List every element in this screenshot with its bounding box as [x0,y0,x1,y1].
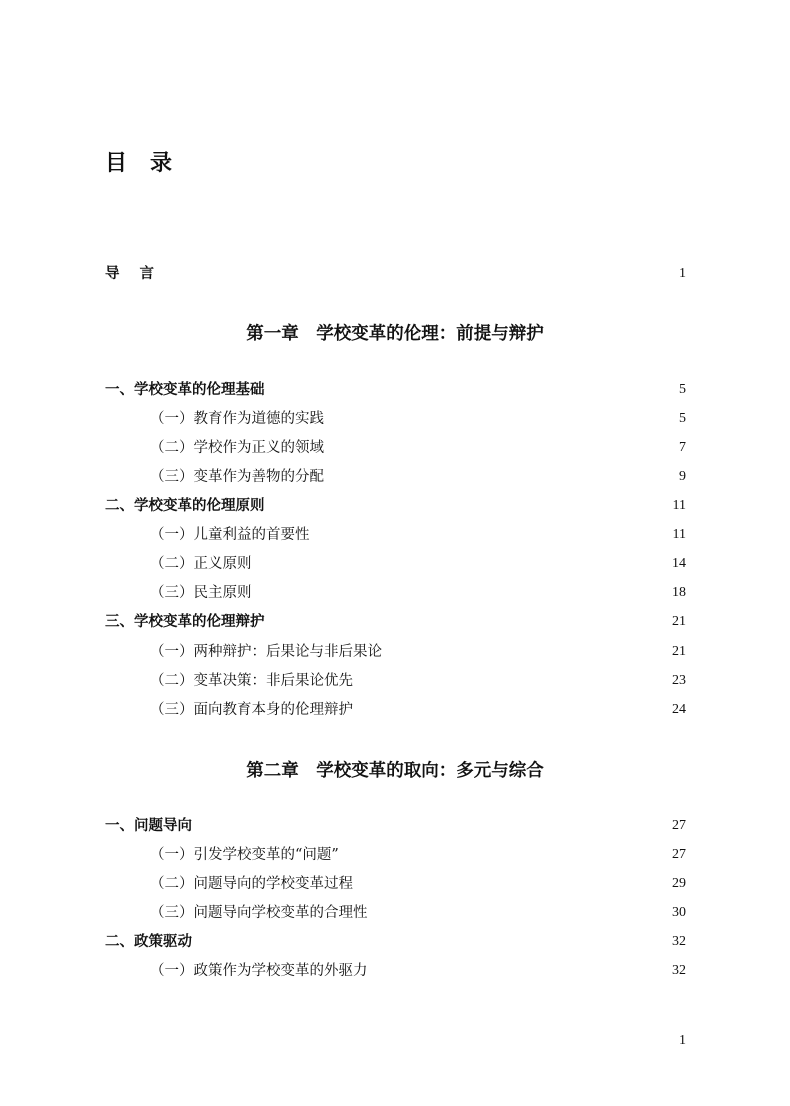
toc-entry-label: （三）问题导向学校变革的合理性 [150,905,368,921]
toc-subsection-entry[interactable] [105,466,686,488]
toc-subsection-entry[interactable] [105,641,686,663]
toc-subsection-entry[interactable] [105,873,686,895]
toc-subsection-entry[interactable] [105,408,686,430]
chapter-heading-1[interactable]: 第一章 学校变革的伦理：前提与辩护 [246,324,544,344]
toc-entry-page: 21 [672,644,686,659]
toc-entry-page: 5 [679,382,686,397]
toc-subsection-entry[interactable] [105,437,686,459]
toc-section-entry[interactable] [105,611,686,633]
toc-entry-page: 32 [672,934,686,949]
toc-section-entry[interactable] [105,379,686,401]
toc-entry-page: 1 [679,266,686,281]
toc-entry-label: （一）引发学校变革的“问题” [150,847,339,863]
toc-entry-label: 一、问题导向 [105,818,192,834]
toc-entry-page: 7 [679,440,686,455]
toc-entry-page: 11 [672,527,686,542]
toc-subsection-entry[interactable] [105,844,686,866]
toc-entry-page: 18 [672,585,686,600]
toc-entry-label: （一）教育作为道德的实践 [150,411,324,427]
toc-entry-page: 11 [672,498,686,513]
toc-entry-label: （二）学校作为正义的领域 [150,440,324,456]
toc-section-entry[interactable] [105,815,686,837]
toc-entry-label: 二、学校变革的伦理原则 [105,498,265,514]
toc-entry-label: 三、学校变革的伦理辩护 [105,614,265,630]
toc-entry-label: （一）两种辩护：后果论与非后果论 [150,644,382,660]
toc-entry-page: 5 [679,411,686,426]
toc-entry-label: （二）正义原则 [150,556,252,572]
toc-entry-label: （三）面向教育本身的伦理辩护 [150,702,353,718]
toc-entry-page: 24 [672,702,686,717]
toc-entry-page: 32 [672,963,686,978]
toc-entry-page: 14 [672,556,686,571]
chapter-heading-2[interactable]: 第二章 学校变革的取向：多元与综合 [246,761,544,781]
toc-section-entry[interactable] [105,931,686,953]
toc-entry-label: （三）变革作为善物的分配 [150,469,324,485]
page-title-left: 目 [105,151,129,176]
page-title-right: 录 [150,151,174,176]
toc-subsection-entry[interactable] [105,582,686,604]
toc-entry-label: 一、学校变革的伦理基础 [105,382,265,398]
toc-subsection-entry[interactable] [105,902,686,924]
toc-entry-label: 二、政策驱动 [105,934,192,950]
toc-subsection-entry[interactable] [105,960,686,982]
toc-subsection-entry[interactable] [105,524,686,546]
toc-entry-page: 27 [672,818,686,833]
toc-entry-page: 27 [672,847,686,862]
toc-entry-page: 9 [679,469,686,484]
toc-subsection-entry[interactable] [105,670,686,692]
footer-page-number: 1 [679,1033,686,1048]
toc-entry-label: （三）民主原则 [150,585,252,601]
toc-subsection-entry[interactable] [105,553,686,575]
toc-entry-page: 23 [672,673,686,688]
toc-entry-label: （一）政策作为学校变革的外驱力 [150,963,368,979]
toc-entry-label: （一）儿童利益的首要性 [150,527,310,543]
toc-entry-page: 30 [672,905,686,920]
toc-entry-page: 21 [672,614,686,629]
toc-entry-label: （二）变革决策：非后果论优先 [150,673,353,689]
toc-subsection-entry[interactable] [105,699,686,721]
toc-entry-label: （二）问题导向的学校变革过程 [150,876,353,892]
toc-entry-intro[interactable] [105,263,686,285]
page-title [105,146,173,177]
toc-entry-label: 导 言 [105,266,154,282]
toc-entry-page: 29 [672,876,686,891]
toc-section-entry[interactable] [105,495,686,517]
